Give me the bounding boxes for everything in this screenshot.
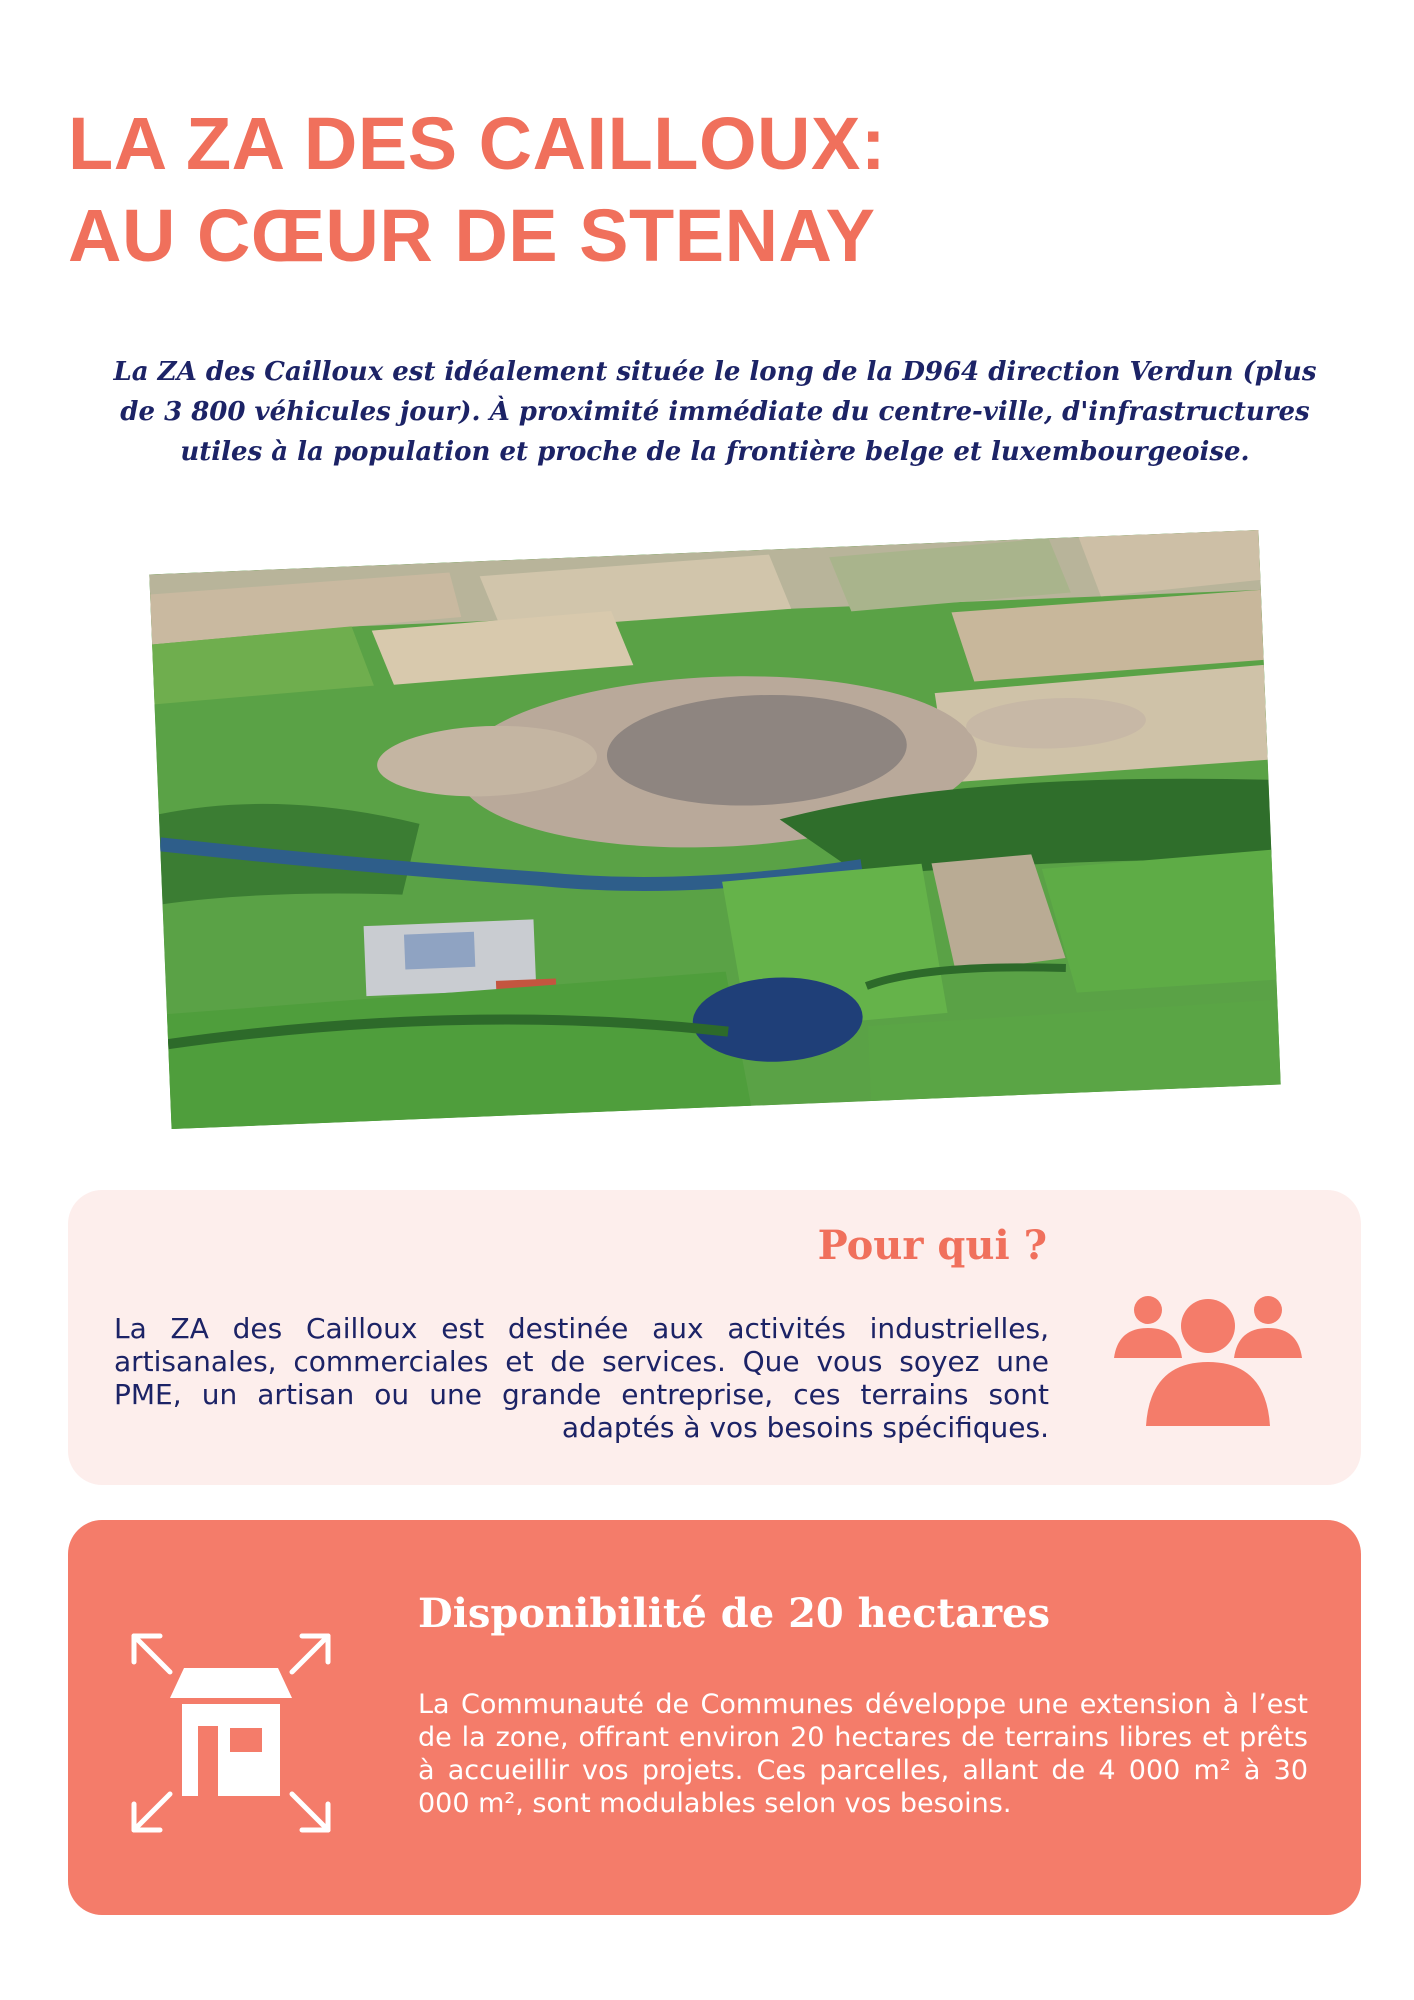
availability-title: Disponibilité de 20 hectares — [418, 1590, 1050, 1637]
people-group-icon — [1108, 1290, 1308, 1430]
aerial-photo-illustration — [149, 530, 1280, 1129]
page-title — [68, 98, 886, 282]
availability-card — [68, 1520, 1361, 1915]
aerial-photo — [149, 530, 1280, 1129]
target-audience-card — [68, 1190, 1361, 1485]
page-title-line-2: AU CŒUR DE STENAY — [68, 194, 876, 277]
page-title-line-1: LA ZA DES CAILLOUX: — [68, 102, 886, 185]
expand-building-icon — [126, 1628, 336, 1838]
target-audience-text: La ZA des Cailloux est destinée aux activités industrielles, artisanales, commerciales et de services. Que vous soyez une PME, un artisan ou une grande entreprise, ces terrains sont adaptés à vos besoins spécifiques. — [114, 1312, 1049, 1444]
availability-text: La Communauté de Communes développe une extension à l’est de la zone, offrant environ 20 hectares de terrains libres et prêts à accueillir vos projets. Ces parcelles, allant de 4 000 m² à 30 000 m², sont modulables selon vos besoins. — [418, 1689, 1308, 1819]
intro-paragraph: La ZA des Cailloux est idéalement située le long de la D964 direction Verdun (plus de 3 800 véhicules jour). À proximité immédiate du centre-ville, d'infrastructures utiles à la population et proche de la frontière belge et luxembourgeoise. — [113, 357, 1317, 467]
target-audience-title: Pour qui ? — [817, 1222, 1047, 1269]
